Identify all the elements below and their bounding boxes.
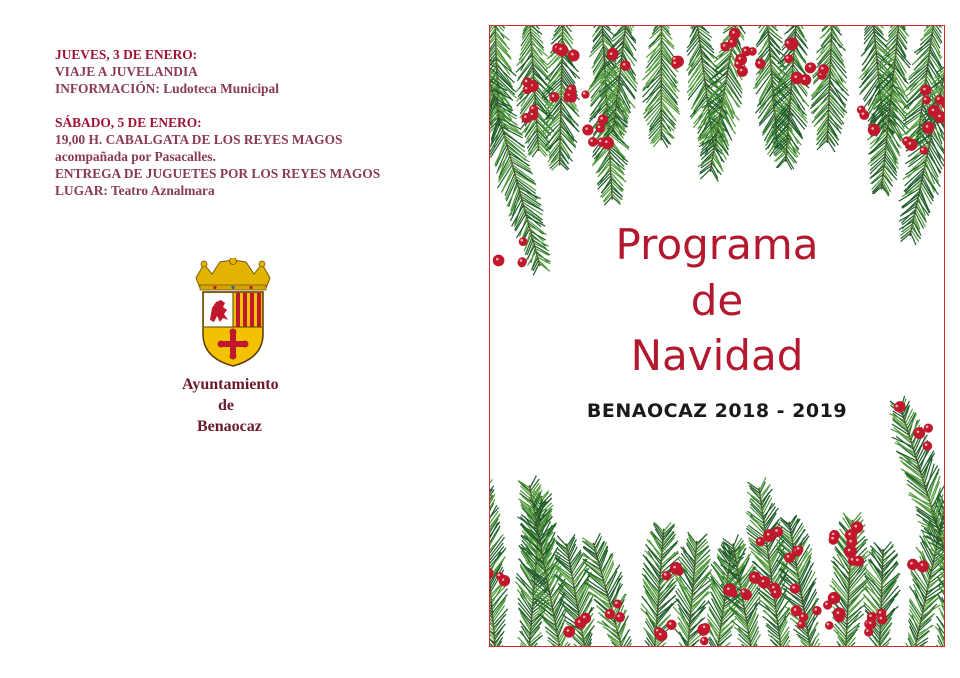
event-detail: acompañada por Pasacalles. xyxy=(55,149,216,164)
event-date: JUEVES, 3 DE ENERO: xyxy=(55,47,198,62)
event-item xyxy=(55,46,455,97)
cover-title-line: de xyxy=(690,276,744,325)
event-detail: VIAJE A JUVELANDIA xyxy=(55,64,198,79)
event-detail: ENTREGA DE JUGUETES POR LOS REYES MAGOS xyxy=(55,166,381,181)
cover-subtitle: BENAOCAZ 2018 - 2019 xyxy=(586,400,848,422)
event-detail: 19,00 H. CABALGATA DE LOS REYES MAGOS xyxy=(55,132,343,147)
organization-line: Benaocaz xyxy=(197,418,262,435)
organization-line: de xyxy=(218,397,234,414)
front-cover xyxy=(489,25,945,647)
cover-title-line: Navidad xyxy=(630,331,804,380)
cover-title-line: Programa xyxy=(615,220,819,269)
organization-name xyxy=(176,374,296,437)
event-date: SÁBADO, 5 DE ENERO: xyxy=(55,115,202,130)
event-list xyxy=(55,46,455,216)
coat-of-arms-icon xyxy=(190,258,276,370)
event-detail: LUGAR: Teatro Aznalmara xyxy=(55,183,215,198)
event-detail: INFORMACIÓN: Ludoteca Municipal xyxy=(55,81,279,96)
event-item xyxy=(55,114,455,199)
organization-line: Ayuntamiento xyxy=(182,376,279,393)
